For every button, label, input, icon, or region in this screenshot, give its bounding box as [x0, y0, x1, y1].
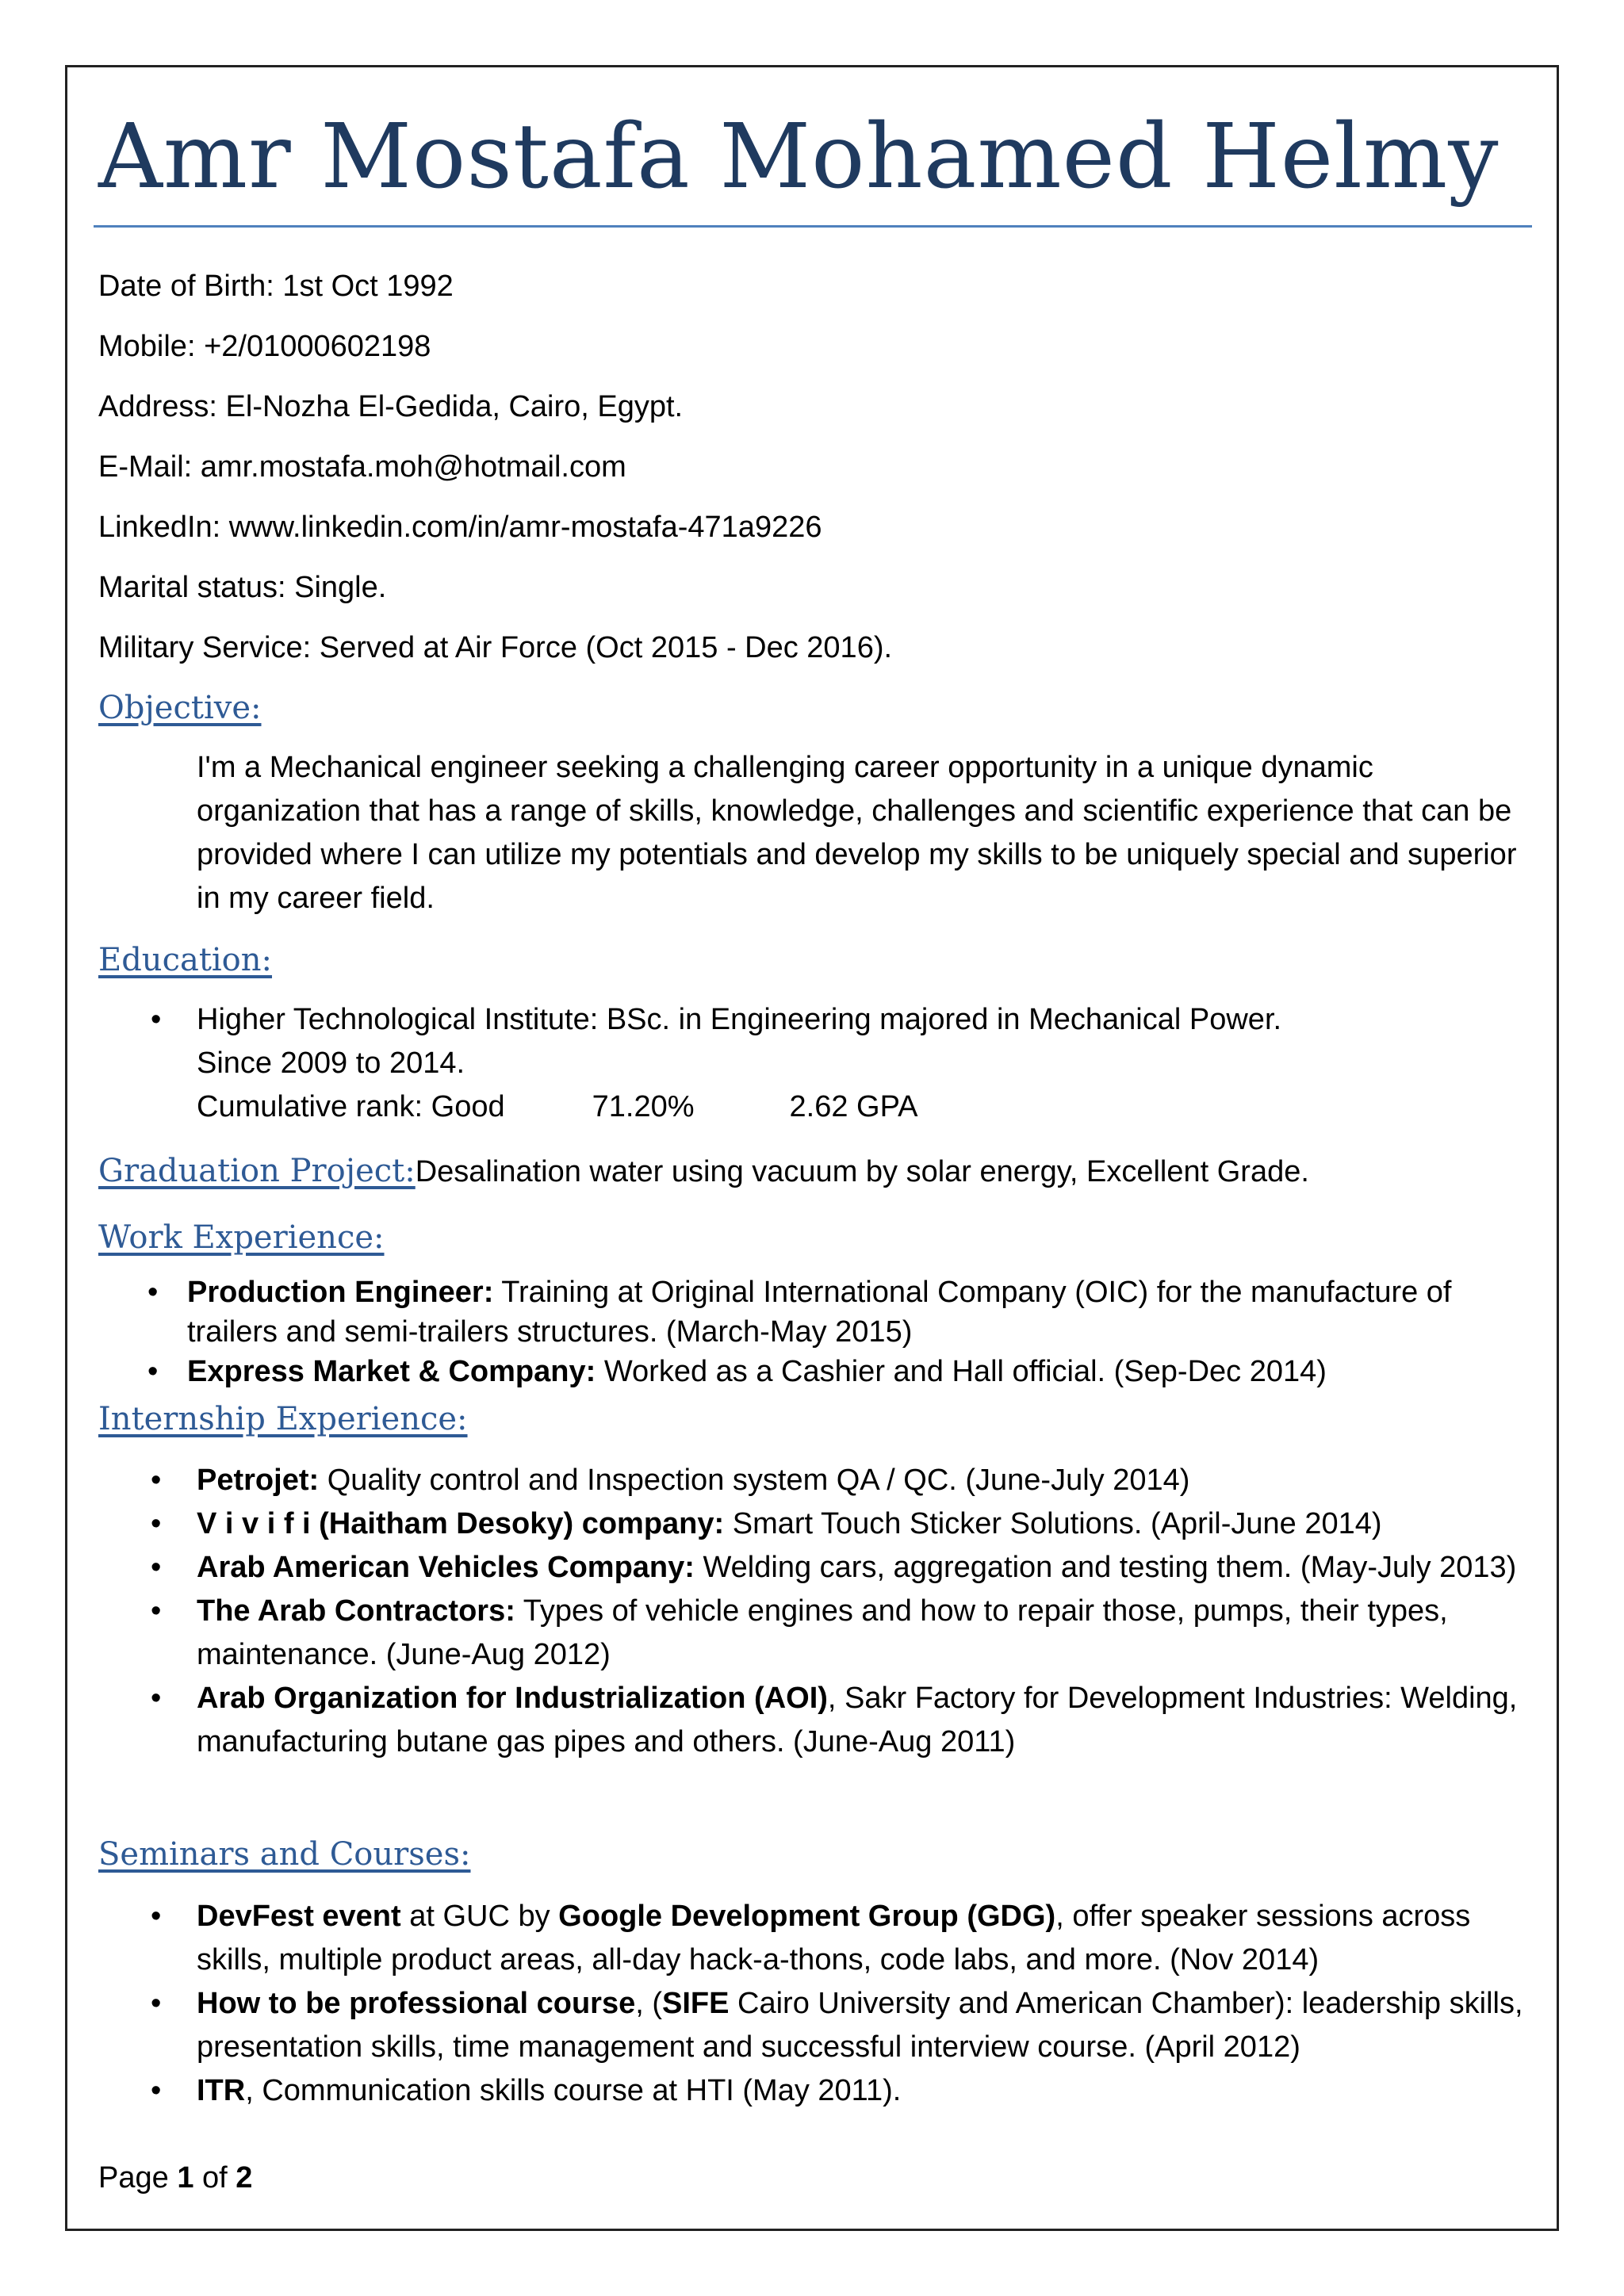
linkedin-value[interactable]: www.linkedin.com/in/amr-mostafa-471a9226: [228, 511, 822, 544]
mobile-value: +2/01000602198: [204, 330, 431, 363]
internship-title: Arab American Vehicles Company:: [197, 1551, 695, 1584]
internship-item: [147, 1677, 1543, 1764]
dob-label: Date of Birth:: [98, 270, 274, 303]
internship-text: , Sakr Factory for Development Industries: Welding, manufacturing butane gas pipes and others. (June-Aug 2011): [197, 1682, 1518, 1758]
education-list: [147, 998, 1543, 1129]
email-label: E-Mail:: [98, 450, 193, 484]
seminar-text: , offer speaker sessions across skills, multiple product areas, all-day hack-a-thons, code labs, and more. (Nov 2014): [197, 1900, 1471, 1976]
internship-item: [147, 1590, 1543, 1677]
internship-title: The Arab Contractors:: [197, 1594, 515, 1628]
education-item: [147, 998, 1543, 1129]
education-rank: Cumulative rank: Good: [197, 1090, 505, 1123]
education-rank-row: [197, 1085, 1543, 1129]
name-underline: [94, 225, 1532, 228]
work-text: Training at Original International Company (OIC) for the manufacture of trailers and semi-trailers structures. (March-May 2015): [187, 1276, 1452, 1349]
work-item: [147, 1352, 1543, 1391]
address-value: El-Nozha El-Gedida, Cairo, Egypt.: [225, 390, 684, 423]
military-label: Military Service:: [98, 631, 312, 664]
seminar-item: [147, 2069, 1543, 2113]
work-list: [147, 1272, 1543, 1391]
page-word: Page: [98, 2161, 169, 2195]
objective-heading: Objective:: [98, 690, 262, 726]
education-gpa: 2.62 GPA: [789, 1090, 918, 1123]
dob-line: [98, 268, 454, 304]
work-item: [147, 1272, 1543, 1352]
internship-item: [147, 1546, 1543, 1590]
education-years: Since 2009 to 2014.: [197, 1047, 465, 1080]
seminar-item: [147, 1895, 1543, 1982]
mobile-label: Mobile:: [98, 330, 196, 363]
address-line: [98, 388, 683, 425]
internship-heading: Internship Experience:: [98, 1401, 468, 1437]
work-title: Express Market & Company:: [187, 1355, 596, 1388]
seminar-bold: DevFest event: [197, 1900, 401, 1933]
graduation-project-line: [98, 1151, 1309, 1192]
seminar-text: , Communication skills course at HTI (May 2011).: [245, 2074, 902, 2107]
work-text: Worked as a Cashier and Hall official. (Sep-Dec 2014): [596, 1355, 1327, 1388]
seminars-heading: Seminars and Courses:: [98, 1836, 471, 1873]
internship-list: [147, 1459, 1543, 1764]
internship-item: [147, 1502, 1543, 1546]
education-heading: Education:: [98, 942, 273, 978]
internship-item: [147, 1459, 1543, 1502]
internship-text: Types of vehicle engines and how to repair those, pumps, their types, maintenance. (June-Aug 2012): [197, 1594, 1448, 1671]
dob-value: 1st Oct 1992: [282, 270, 454, 303]
graduation-project-text: Desalination water using vacuum by solar energy, Excellent Grade.: [415, 1155, 1309, 1188]
work-heading: Work Experience:: [98, 1219, 385, 1256]
marital-value: Single.: [294, 571, 387, 604]
internship-title: V i v i f i (Haitham Desoky) company:: [197, 1507, 725, 1540]
seminar-bold: How to be professional course: [197, 1987, 636, 2020]
email-line: [98, 449, 626, 485]
internship-text: Welding cars, aggregation and testing them. (May-July 2013): [694, 1551, 1517, 1584]
marital-label: Marital status:: [98, 571, 286, 604]
military-value: Served at Air Force (Oct 2015 - Dec 2016).: [319, 631, 893, 664]
seminar-item: [147, 1982, 1543, 2069]
internship-title: Petrojet:: [197, 1464, 320, 1497]
military-line: [98, 629, 892, 666]
seminar-bold: Google Development Group (GDG): [558, 1900, 1056, 1933]
objective-text: I'm a Mechanical engineer seeking a challenging career opportunity in a unique dynamic organization that has a range of skills, knowledge, challenges and scientific experience that can be provided where I can utilize my potentials and develop my skills to be uniquely special and superior in my career field.: [197, 751, 1517, 915]
of-word: of: [202, 2161, 228, 2195]
seminar-bold: ITR: [197, 2074, 246, 2107]
seminar-text: at GUC by: [400, 1900, 559, 1933]
internship-title: Arab Organization for Industrialization (AOI): [197, 1682, 828, 1715]
graduation-project-heading: Graduation Project:: [98, 1153, 416, 1189]
internship-text: Smart Touch Sticker Solutions. (April-June 2014): [724, 1507, 1382, 1540]
marital-line: [98, 569, 386, 606]
seminars-list: [147, 1895, 1543, 2113]
work-title: Production Engineer:: [187, 1276, 494, 1309]
page-current: 1: [177, 2161, 194, 2195]
internship-text: Quality control and Inspection system QA / QC. (June-July 2014): [319, 1464, 1190, 1497]
email-value[interactable]: amr.mostafa.moh@hotmail.com: [200, 450, 626, 484]
resume-name: Amr Mostafa Mohamed Helmy: [98, 105, 1500, 209]
page-total: 2: [236, 2161, 253, 2195]
linkedin-line: [98, 509, 822, 545]
linkedin-label: LinkedIn:: [98, 511, 221, 544]
seminar-text: , (: [635, 1987, 662, 2020]
education-institute: • Higher Technological Institute: BSc. in Engineering majored in Mechanical Power.: [197, 1003, 1282, 1036]
page-number: [98, 2160, 252, 2196]
address-label: Address:: [98, 390, 217, 423]
mobile-line: [98, 328, 431, 365]
seminar-bold: SIFE: [662, 1987, 730, 2020]
seminar-text: Cairo University and American Chamber): leadership skills, presentation skills, time management and successful interview course. (April 2012): [197, 1987, 1523, 2064]
education-percent: 71.20%: [592, 1090, 695, 1123]
